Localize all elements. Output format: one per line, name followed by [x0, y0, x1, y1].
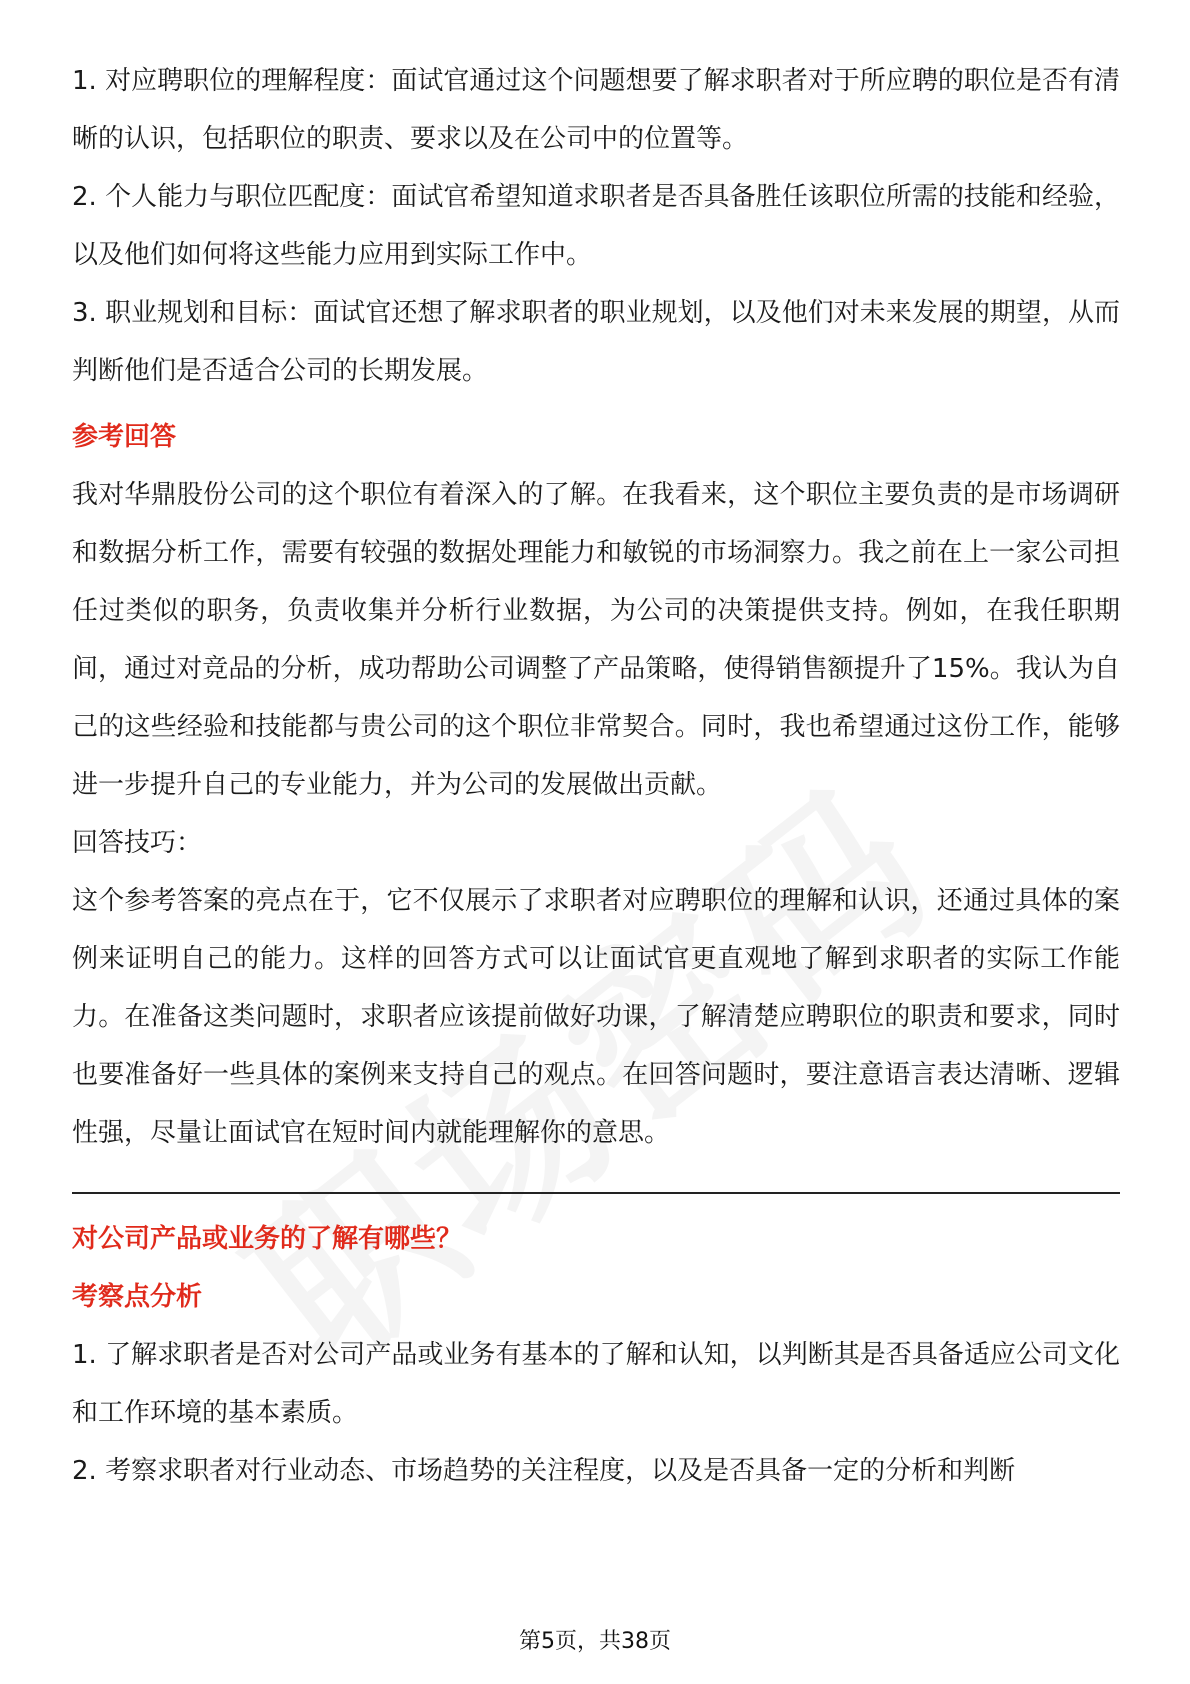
- reference-answer-heading: 参考回答: [72, 422, 177, 452]
- page-content: [72, 52, 1120, 1500]
- analysis-point-1: 1. 了解求职者是否对公司产品或业务有基本的了解和认知，以判断其是否具备适应公司文化和工作环境的基本素质。: [72, 1340, 1120, 1428]
- section-divider: [72, 1192, 1120, 1194]
- analysis-point-2: 2. 个人能力与职位匹配度：面试官希望知道求职者是否具备胜任该职位所需的技能和经验，以及他们如何将这些能力应用到实际工作中。: [72, 182, 1120, 270]
- answer-tips-label: 回答技巧：: [72, 828, 203, 858]
- question-heading: 对公司产品或业务的了解有哪些？: [72, 1224, 463, 1254]
- analysis-heading: 考察点分析: [72, 1282, 203, 1312]
- analysis-point-1: 1. 对应聘职位的理解程度：面试官通过这个问题想要了解求职者对于所应聘的职位是否有清晰的认识，包括职位的职责、要求以及在公司中的位置等。: [72, 66, 1120, 154]
- analysis-point-3: 3. 职业规划和目标：面试官还想了解求职者的职业规划，以及他们对未来发展的期望，从而判断他们是否适合公司的长期发展。: [72, 298, 1120, 386]
- analysis-point-2: 2. 考察求职者对行业动态、市场趋势的关注程度，以及是否具备一定的分析和判断: [72, 1456, 1016, 1486]
- answer-tips-text: 这个参考答案的亮点在于，它不仅展示了求职者对应聘职位的理解和认识，还通过具体的案例来证明自己的能力。这样的回答方式可以让面试官更直观地了解到求职者的实际工作能力。在准备这类问题时，求职者应该提前做好功课，了解清楚应聘职位的职责和要求，同时也要准备好一些具体的案例来支持自己的观点。在回答问题时，要注意语言表达清晰、逻辑性强，尽量让面试官在短时间内就能理解你的意思。: [72, 886, 1120, 1148]
- reference-answer-text: 我对华鼎股份公司的这个职位有着深入的了解。在我看来，这个职位主要负责的是市场调研和数据分析工作，需要有较强的数据处理能力和敏锐的市场洞察力。我之前在上一家公司担任过类似的职务，负责收集并分析行业数据，为公司的决策提供支持。例如，在我任职期间，通过对竞品的分析，成功帮助公司调整了产品策略，使得销售额提升了15%。我认为自己的这些经验和技能都与贵公司的这个职位非常契合。同时，我也希望通过这份工作，能够进一步提升自己的专业能力，并为公司的发展做出贡献。: [72, 480, 1120, 800]
- page-number: 第5页，共38页: [519, 1629, 671, 1654]
